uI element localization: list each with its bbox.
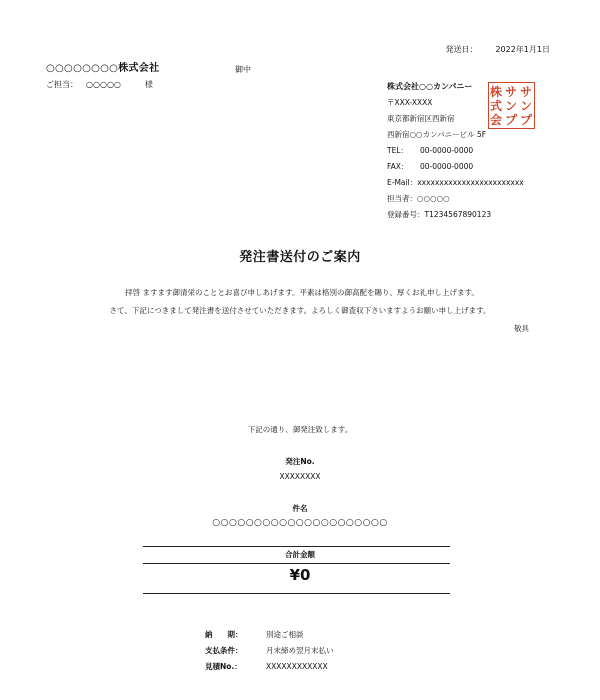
- sender-email-label: E-Mail：: [387, 178, 418, 187]
- recipient-person-name: ○○○○○: [86, 80, 121, 89]
- total-top-divider: [143, 546, 450, 547]
- order-intro: 下記の通り、御発注致します。: [247, 425, 353, 434]
- recipient-company: ○○○○○○○○株式会社: [46, 63, 160, 74]
- estimate-value: XXXXXXXXXXXX: [266, 662, 328, 671]
- total-amount-label: 合計金額: [285, 550, 315, 559]
- recipient-person-row: [46, 79, 153, 90]
- delivery-row: [205, 627, 334, 643]
- subject-label: 件名: [292, 504, 308, 513]
- total-bottom-divider: [143, 593, 450, 594]
- greeting-line-2: さて、下記につきまして発注書を送付させていただきます。よろしく御査収下さいますようお願い申し上げます。: [109, 306, 491, 315]
- total-middle-divider: [143, 563, 450, 564]
- svg-text:プ: プ: [504, 113, 518, 127]
- sender-postal: 〒XXX-XXXX: [387, 98, 433, 107]
- order-no-value: XXXXXXXX: [279, 472, 321, 481]
- sender-tel: 00-0000-0000: [420, 146, 474, 155]
- sender-company: 株式会社○○カンパニー: [387, 82, 473, 91]
- company-seal-stamp: [488, 82, 535, 129]
- svg-text:ン: ン: [504, 99, 518, 113]
- total-amount-value: ¥0: [289, 566, 311, 584]
- sender-registration: 登録番号：T1234567890123: [387, 210, 492, 219]
- sender-email-row: [387, 175, 524, 191]
- payment-row: [205, 643, 334, 659]
- delivery-label: 納 期：: [205, 630, 243, 639]
- sender-email: xxxxxxxxxxxxxxxxxxxxxxxx: [417, 178, 524, 187]
- recipient-honorific: 御中: [235, 65, 251, 74]
- sent-date-value: 2022年1月1日: [495, 45, 550, 54]
- sender-address-2: 西新宿○○カンパニービル 5F: [387, 130, 487, 139]
- sender-fax-label: FAX：: [387, 162, 409, 171]
- estimate-label: 見積No.：: [205, 662, 242, 671]
- sender-tel-row: [387, 143, 524, 159]
- recipient-person-suffix: 様: [144, 80, 153, 89]
- order-no-label: 発注No.: [285, 457, 315, 466]
- svg-text:サ: サ: [519, 85, 533, 99]
- greeting-line-1: 拝啓 ますます御清栄のこととお喜び申しあげます。平素は格別の御高配を賜り、厚くお礼申し上げます。: [125, 288, 479, 297]
- sender-tel-label: TEL：: [387, 146, 408, 155]
- order-terms: [205, 627, 334, 675]
- sent-date-label: 発送日：: [445, 45, 478, 54]
- delivery-value: 別途ご相談: [266, 630, 304, 639]
- document-title: 発注書送付のご案内: [239, 250, 361, 265]
- sent-date-row: [445, 44, 550, 55]
- recipient-person-label: ご担当：: [46, 80, 78, 89]
- svg-text:会: 会: [489, 113, 503, 127]
- svg-text:式: 式: [489, 99, 503, 113]
- payment-value: 月末締め翌月末払い: [266, 646, 334, 655]
- seal-graphic: [489, 83, 533, 127]
- payment-label: 支払条件：: [205, 646, 243, 655]
- closing-phrase: 敬具: [514, 324, 529, 333]
- subject-value: ○○○○○○○○○○○○○○○○○○○○○: [212, 518, 388, 528]
- sender-staff: 担当者：○○○○○: [387, 194, 450, 203]
- estimate-row: [205, 659, 334, 675]
- sender-address-1: 東京都新宿区西新宿: [387, 114, 455, 123]
- svg-text:プ: プ: [519, 113, 533, 127]
- svg-text:ン: ン: [519, 99, 533, 113]
- sender-fax: 00-0000-0000: [420, 162, 474, 171]
- svg-text:株: 株: [489, 85, 503, 99]
- sender-fax-row: [387, 159, 524, 175]
- svg-text:サ: サ: [504, 85, 518, 99]
